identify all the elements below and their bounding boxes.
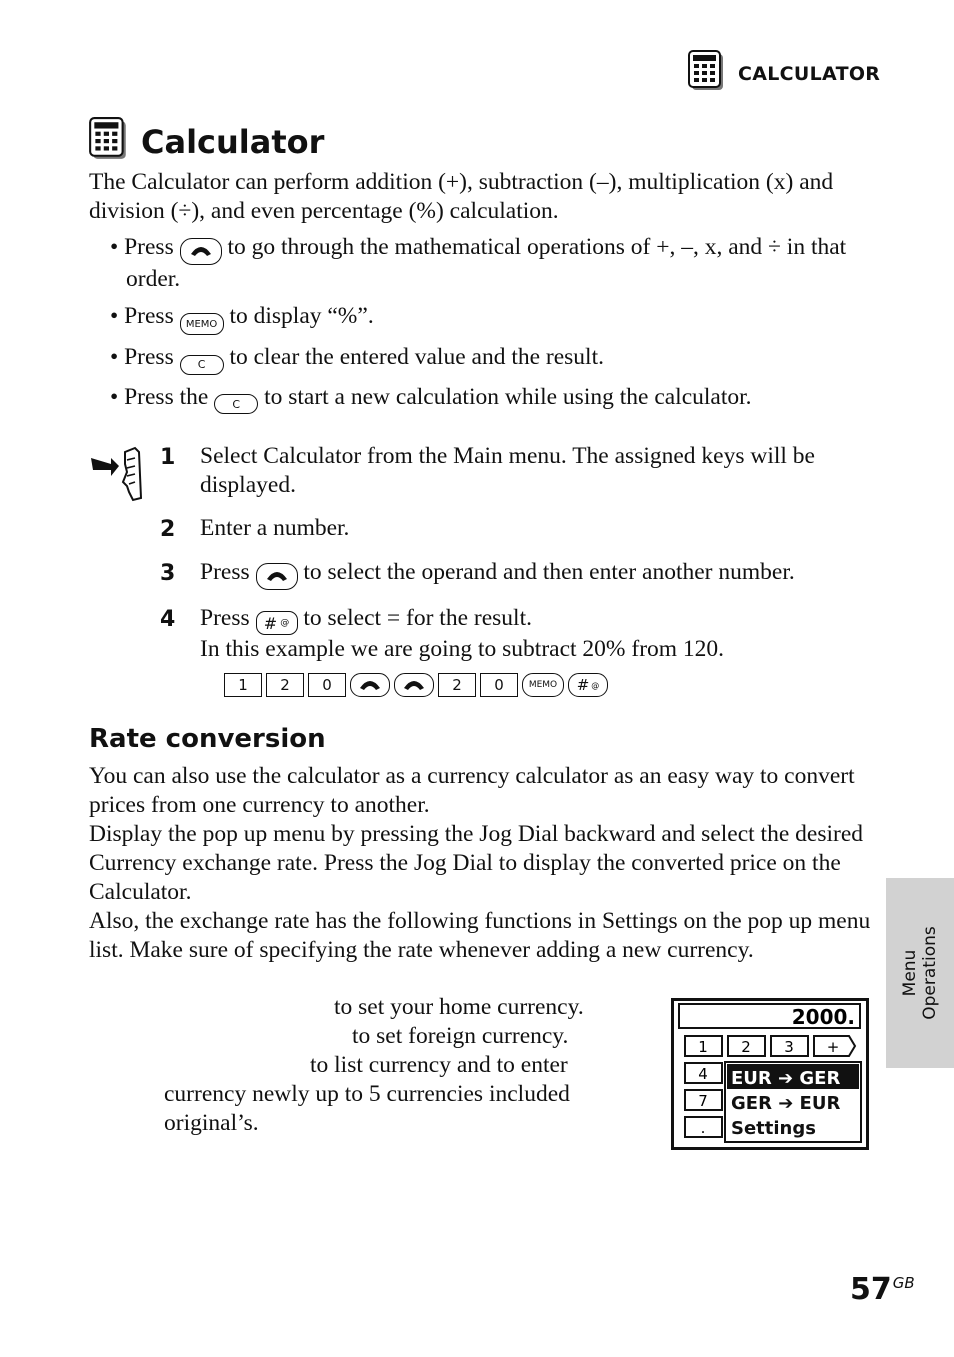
step-text: Enter a number.: [200, 515, 350, 541]
key-2: 2: [266, 673, 304, 697]
page-title-block: [89, 117, 324, 166]
calculator-screen: [671, 998, 869, 1150]
pointing-hand-icon: [89, 446, 147, 507]
screen-key: .: [700, 1119, 706, 1137]
bullet-item: [110, 302, 880, 336]
calculator-icon: [688, 50, 726, 97]
section-heading: Rate conversion: [89, 724, 326, 754]
phone-key-icon: [180, 238, 222, 265]
step-list: [160, 442, 880, 678]
screen-key: 3: [784, 1038, 794, 1056]
key-2: 2: [438, 673, 476, 697]
paragraph: Also, the exchange rate has the following functions in Settings on the pop up menu list. Make sure of specifying the rate whenever adding a new currency.: [89, 908, 871, 963]
paragraph: You can also use the calculator as a currency calculator as an easy way to convert prices from one currency to another.: [89, 763, 855, 818]
step-text: [200, 604, 880, 665]
setting-desc: currency newly up to 5 currencies included: [164, 1081, 570, 1107]
at-label: @: [280, 617, 290, 628]
page-number: [850, 1272, 915, 1307]
memo-key-icon: MEMO: [522, 673, 564, 697]
bullet-prefix: • Press: [110, 302, 174, 329]
bullet-text: to start a new calculation while using the calculator.: [264, 383, 752, 410]
bullet-item: [110, 383, 880, 415]
menu-item-settings: Settings: [731, 1118, 816, 1139]
key-row: [685, 1036, 855, 1056]
bullet-item: [110, 233, 880, 294]
hash-label: #: [263, 613, 278, 633]
step-number: 1: [160, 445, 176, 470]
side-tab-label: Menu Operations: [900, 926, 940, 1020]
bullet-prefix: • Press: [110, 344, 174, 370]
phone-key-icon: [256, 563, 298, 590]
page-number-value: 57: [850, 1272, 892, 1307]
key-1: 1: [224, 673, 262, 697]
menu-item-eur-ger: EUR ➔ GER: [731, 1068, 841, 1089]
bullet-text: to clear the entered value and the result.: [229, 344, 604, 370]
key-0: 0: [308, 673, 346, 697]
display-value: 2000.: [791, 1005, 855, 1029]
step-number: 2: [160, 517, 176, 542]
at-label: @: [591, 680, 600, 690]
intro-paragraph: The Calculator can perform addition (+), subtraction (–), multiplication (x) and division (÷), and even percentage (%) calculation.: [89, 169, 834, 224]
memo-key-icon: MEMO: [180, 313, 224, 335]
step-text: Select Calculator from the Main menu. The assigned keys will be displayed.: [200, 443, 815, 498]
hash-key-icon: [568, 673, 608, 697]
step-item: [160, 558, 880, 590]
menu-item-ger-eur: GER ➔ EUR: [731, 1093, 841, 1114]
step-item: [160, 442, 880, 500]
running-header: [688, 50, 880, 97]
page-suffix: GB: [892, 1274, 915, 1292]
step-number: 3: [160, 561, 176, 586]
setting-desc: to set foreign currency.: [352, 1023, 569, 1049]
step-prefix: Press: [200, 604, 250, 631]
setting-desc: original’s.: [164, 1110, 259, 1136]
step-text: [200, 558, 880, 590]
screen-key: 4: [698, 1065, 708, 1083]
rate-conversion-text: [89, 762, 879, 965]
setting-desc: to list currency and to enter: [310, 1052, 568, 1078]
screen-key: 1: [698, 1038, 708, 1056]
hash-label: #: [576, 676, 590, 694]
hash-key-icon: [256, 611, 298, 635]
side-tab: [886, 878, 954, 1068]
step-prefix: Press: [200, 559, 250, 585]
setting-desc: to set your home currency.: [334, 994, 584, 1020]
step-example: In this example we are going to subtract 20% from 120.: [200, 636, 725, 662]
step-rest: to select = for the result.: [303, 604, 532, 631]
clear-key-icon: C: [214, 394, 258, 414]
bullet-text: to display “%”.: [229, 302, 374, 329]
step-item: [160, 514, 880, 544]
screen-key: 7: [698, 1092, 708, 1110]
bullet-list: [110, 233, 880, 422]
screen-key: 2: [741, 1038, 751, 1056]
section-label: CALCULATOR: [738, 62, 881, 85]
calculator-icon: [89, 117, 129, 166]
phone-key-icon: [350, 673, 390, 697]
step-number: 4: [160, 606, 176, 632]
phone-key-icon: [394, 673, 434, 697]
bullet-item: [110, 343, 880, 375]
popup-menu: [725, 1062, 861, 1142]
key-sequence: [224, 673, 608, 697]
bullet-prefix: • Press the: [110, 383, 209, 410]
screen-key: +: [826, 1038, 840, 1056]
paragraph: Display the pop up menu by pressing the Jog Dial backward and select the desired Currency exchange rate. Press the Jog Dial to display the converted price on the Calculator.: [89, 821, 863, 905]
step-rest: to select the operand and then enter another number.: [303, 559, 795, 585]
page-title: Calculator: [141, 122, 325, 161]
key-0: 0: [480, 673, 518, 697]
clear-key-icon: C: [180, 355, 224, 375]
bullet-text: to go through the mathematical operations of +, –, x, and ÷ in that order.: [126, 234, 847, 292]
step-item: [160, 604, 880, 665]
bullet-prefix: • Press: [110, 234, 174, 260]
